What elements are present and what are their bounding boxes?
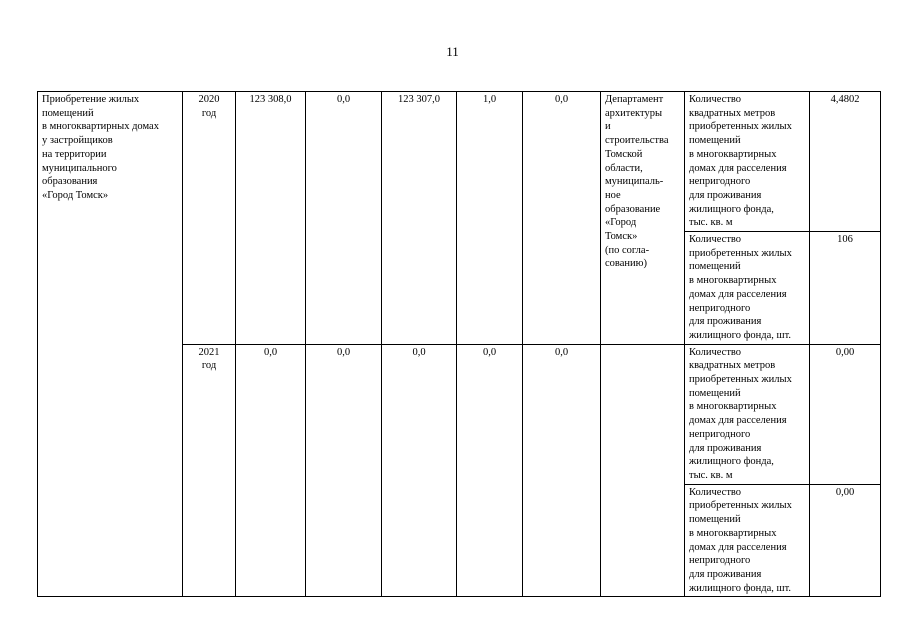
program-table: [37, 91, 881, 597]
value-cell: 0,0: [306, 92, 382, 345]
indicator-value-cell: 4,4802: [810, 92, 881, 232]
indicator-name-cell: Количество квадратных метров приобретенных жилых помещений в многоквартирных домах для расселения непригодного для проживания жилищного фонда, тыс. кв. м: [685, 92, 810, 232]
indicator-name-cell: Количество квадратных метров приобретенных жилых помещений в многоквартирных домах для расселения непригодного для проживания жилищного фонда, тыс. кв. м: [685, 344, 810, 484]
event-name-cell: Приобретение жилых помещений в многоквартирных домах у застройщиков на территории муниципального образования «Город Томск»: [38, 92, 183, 597]
value-cell: 1,0: [457, 92, 523, 345]
indicator-value-cell: 106: [810, 232, 881, 345]
page-number: 11: [446, 44, 459, 59]
value-cell: 0,0: [523, 344, 601, 597]
indicator-name-cell: Количество приобретенных жилых помещений в многоквартирных домах для расселения непригодного для проживания жилищного фонда, шт.: [685, 232, 810, 345]
table-row: [38, 92, 881, 232]
total-cell: 0,0: [236, 344, 306, 597]
year-cell: 2020 год: [183, 92, 236, 345]
indicator-value-cell: 0,00: [810, 344, 881, 484]
value-cell: 0,0: [457, 344, 523, 597]
value-cell: 0,0: [382, 344, 457, 597]
total-cell: 123 308,0: [236, 92, 306, 345]
value-cell: 0,0: [306, 344, 382, 597]
year-cell: 2021 год: [183, 344, 236, 597]
indicator-name-cell: Количество приобретенных жилых помещений в многоквартирных домах для расселения непригодного для проживания жилищного фонда, шт.: [685, 484, 810, 597]
responsible-cell: Департамент архитектуры и строительства Томской области, муниципаль- ное образование «Город Томск» (по согла- сованию): [601, 92, 685, 345]
indicator-value-cell: 0,00: [810, 484, 881, 597]
value-cell: 123 307,0: [382, 92, 457, 345]
value-cell: 0,0: [523, 92, 601, 345]
responsible-cell-empty: [601, 344, 685, 597]
